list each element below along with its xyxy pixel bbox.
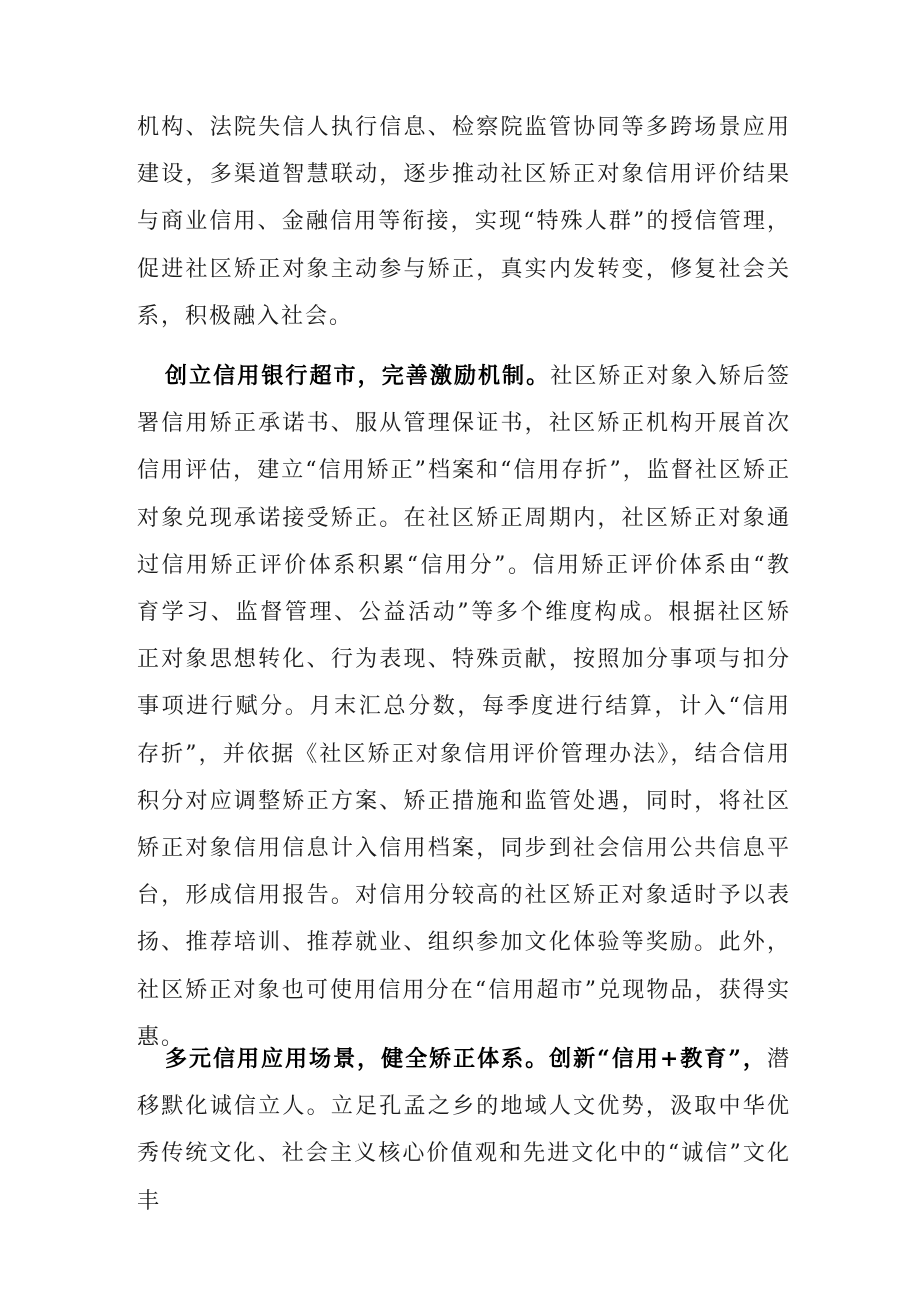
paragraph-credit-scenarios: [137, 1036, 791, 1225]
paragraph-3: [137, 1036, 791, 1225]
paragraph-credit-bank-supermarket: [137, 353, 791, 1061]
paragraph-1-text: 机构、法院失信人执行信息、检察院监管协同等多跨场景应用建设，多渠道智慧联动，逐步推动社区矫正对象信用评价结果与商业信用、金融信用等衔接，实现“特殊人群”的授信管理，促进社区矫正对象主动参与矫正，真实内发转变，修复社会关系，积极融入社会。: [137, 115, 791, 329]
paragraph-continuation: [137, 104, 791, 340]
paragraph-2: [137, 353, 791, 1061]
paragraph-2-heading: 创立信用银行超市，完善激励机制。: [165, 363, 551, 389]
paragraph-3-heading: 多元信用应用场景，健全矫正体系。创新“信用+教育”，: [165, 1046, 767, 1072]
paragraph-2-body: 社区矫正对象入矫后签署信用矫正承诺书、服从管理保证书，社区矫正机构开展首次信用评估，建立“信用矫正”档案和“信用存折”，监督社区矫正对象兑现承诺接受矫正。在社区矫正周期内，社区矫正对象通过信用矫正评价体系积累“信用分”。信用矫正评价体系由“教育学习、监督管理、公益活动”等多个维度构成。根据社区矫正对象思想转化、行为表现、特殊贡献，按照加分事项与扣分事项进行赋分。月末汇总分数，每季度进行结算，计入“信用存折”，并依据《社区矫正对象信用评价管理办法》，结合信用积分对应调整矫正方案、矫正措施和监管处遇，同时，将社区矫正对象信用信息计入信用档案，同步到社会信用公共信息平台，形成信用报告。对信用分较高的社区矫正对象适时予以表扬、推荐培训、推荐就业、组织参加文化体验等奖励。此外，社区矫正对象也可使用信用分在“信用超市”兑现物品，获得实惠。: [137, 364, 791, 1050]
paragraph-3-body: 潜移默化诚信立人。立足孔孟之乡的地域人文优势，汲取中华优秀传统文化、社会主义核心价值观和先进文化中的“诚信”文化丰: [137, 1047, 791, 1214]
